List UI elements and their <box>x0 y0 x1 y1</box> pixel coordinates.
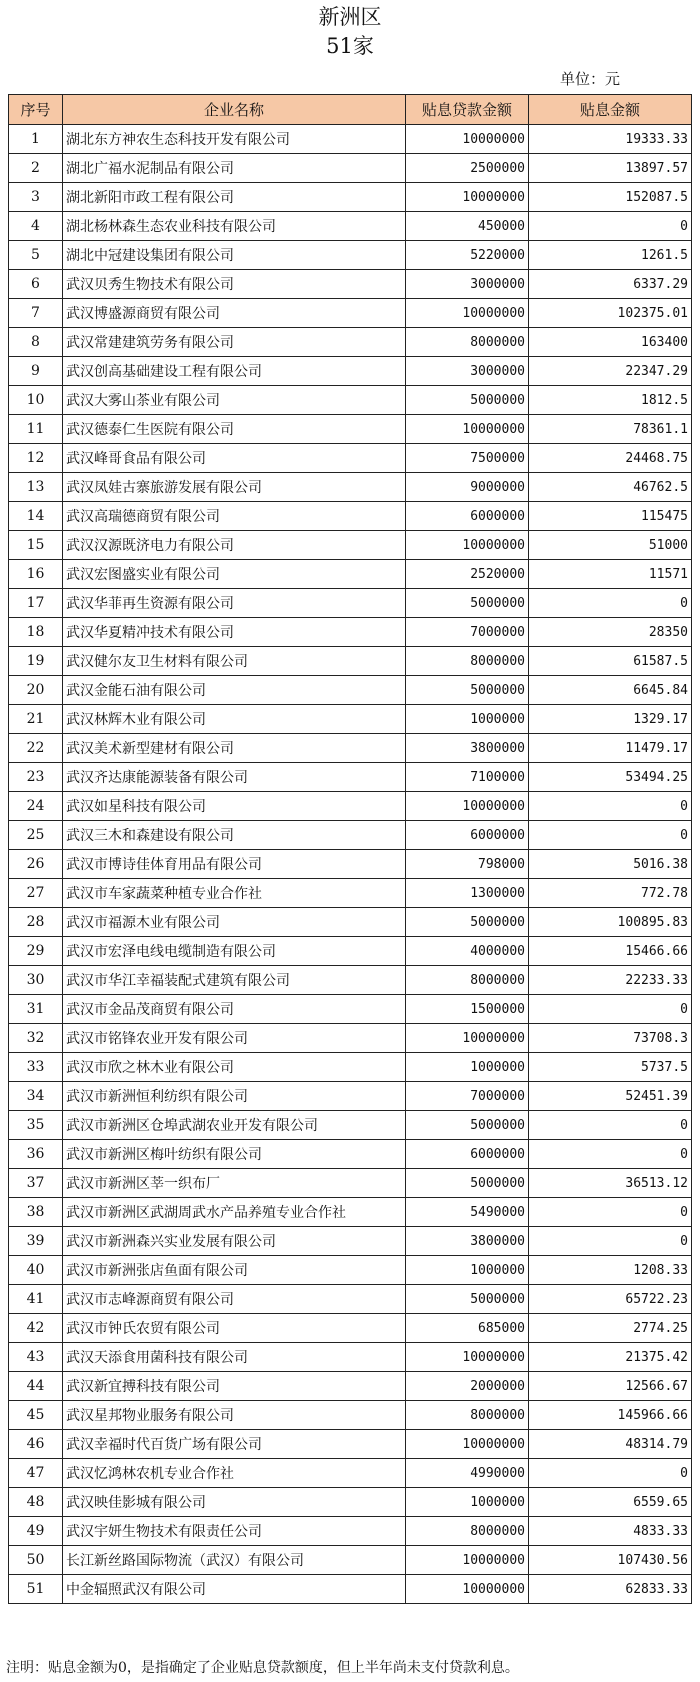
cell-subsidy-amount: 0 <box>529 1198 692 1227</box>
cell-loan-amount: 10000000 <box>406 1546 529 1575</box>
cell-index: 29 <box>9 937 63 966</box>
cell-index: 15 <box>9 531 63 560</box>
cell-subsidy-amount: 1208.33 <box>529 1256 692 1285</box>
cell-loan-amount: 7100000 <box>406 763 529 792</box>
cell-loan-amount: 10000000 <box>406 531 529 560</box>
cell-loan-amount: 10000000 <box>406 1430 529 1459</box>
cell-subsidy-amount: 28350 <box>529 618 692 647</box>
cell-subsidy-amount: 11479.17 <box>529 734 692 763</box>
table-row <box>9 154 692 183</box>
cell-index: 6 <box>9 270 63 299</box>
cell-index: 21 <box>9 705 63 734</box>
cell-company-name: 武汉市福源木业有限公司 <box>63 908 406 937</box>
cell-index: 27 <box>9 879 63 908</box>
table-row <box>9 763 692 792</box>
cell-loan-amount: 7000000 <box>406 618 529 647</box>
table-row <box>9 821 692 850</box>
cell-loan-amount: 6000000 <box>406 821 529 850</box>
cell-index: 32 <box>9 1024 63 1053</box>
cell-index: 4 <box>9 212 63 241</box>
cell-company-name: 武汉市新洲区莘一织布厂 <box>63 1169 406 1198</box>
cell-subsidy-amount: 152087.5 <box>529 183 692 212</box>
cell-subsidy-amount: 2774.25 <box>529 1314 692 1343</box>
cell-company-name: 湖北广福水泥制品有限公司 <box>63 154 406 183</box>
cell-index: 3 <box>9 183 63 212</box>
cell-subsidy-amount: 62833.33 <box>529 1575 692 1604</box>
cell-loan-amount: 1300000 <box>406 879 529 908</box>
table-row <box>9 1372 692 1401</box>
cell-subsidy-amount: 65722.23 <box>529 1285 692 1314</box>
cell-company-name: 武汉市新洲恒利纺织有限公司 <box>63 1082 406 1111</box>
cell-loan-amount: 7000000 <box>406 1082 529 1111</box>
table-row <box>9 473 692 502</box>
cell-index: 24 <box>9 792 63 821</box>
cell-subsidy-amount: 107430.56 <box>529 1546 692 1575</box>
table-row <box>9 386 692 415</box>
cell-subsidy-amount: 46762.5 <box>529 473 692 502</box>
cell-loan-amount: 5000000 <box>406 1169 529 1198</box>
cell-loan-amount: 2500000 <box>406 154 529 183</box>
cell-index: 31 <box>9 995 63 1024</box>
cell-subsidy-amount: 5737.5 <box>529 1053 692 1082</box>
cell-company-name: 武汉市铭锋农业开发有限公司 <box>63 1024 406 1053</box>
cell-index: 48 <box>9 1488 63 1517</box>
cell-company-name: 武汉市金品茂商贸有限公司 <box>63 995 406 1024</box>
cell-loan-amount: 450000 <box>406 212 529 241</box>
cell-subsidy-amount: 36513.12 <box>529 1169 692 1198</box>
cell-loan-amount: 5000000 <box>406 1111 529 1140</box>
table-row <box>9 1227 692 1256</box>
cell-subsidy-amount: 0 <box>529 1227 692 1256</box>
cell-loan-amount: 4990000 <box>406 1459 529 1488</box>
cell-subsidy-amount: 13897.57 <box>529 154 692 183</box>
cell-index: 28 <box>9 908 63 937</box>
cell-company-name: 武汉健尔友卫生材料有限公司 <box>63 647 406 676</box>
cell-company-name: 武汉贝秀生物技术有限公司 <box>63 270 406 299</box>
cell-company-name: 武汉市新洲区梅叶纺织有限公司 <box>63 1140 406 1169</box>
table-row <box>9 792 692 821</box>
table-row <box>9 1546 692 1575</box>
cell-subsidy-amount: 52451.39 <box>529 1082 692 1111</box>
table-row <box>9 1082 692 1111</box>
cell-subsidy-amount: 22347.29 <box>529 357 692 386</box>
table-row <box>9 1517 692 1546</box>
cell-company-name: 武汉天添食用菌科技有限公司 <box>63 1343 406 1372</box>
cell-index: 50 <box>9 1546 63 1575</box>
cell-index: 39 <box>9 1227 63 1256</box>
cell-index: 22 <box>9 734 63 763</box>
cell-index: 17 <box>9 589 63 618</box>
table-row <box>9 705 692 734</box>
header-company: 企业名称 <box>63 95 406 125</box>
cell-loan-amount: 1500000 <box>406 995 529 1024</box>
cell-loan-amount: 3800000 <box>406 734 529 763</box>
cell-subsidy-amount: 145966.66 <box>529 1401 692 1430</box>
cell-subsidy-amount: 163400 <box>529 328 692 357</box>
cell-company-name: 武汉市新洲区武湖周武水产品养殖专业合作社 <box>63 1198 406 1227</box>
cell-company-name: 武汉映佳影城有限公司 <box>63 1488 406 1517</box>
cell-loan-amount: 3800000 <box>406 1227 529 1256</box>
table-row <box>9 734 692 763</box>
cell-company-name: 武汉幸福时代百货广场有限公司 <box>63 1430 406 1459</box>
cell-subsidy-amount: 1329.17 <box>529 705 692 734</box>
cell-subsidy-amount: 6337.29 <box>529 270 692 299</box>
table-header-row <box>9 95 692 125</box>
cell-index: 10 <box>9 386 63 415</box>
cell-loan-amount: 8000000 <box>406 1401 529 1430</box>
cell-loan-amount: 5490000 <box>406 1198 529 1227</box>
cell-index: 14 <box>9 502 63 531</box>
cell-company-name: 武汉市新洲区仓埠武湖农业开发有限公司 <box>63 1111 406 1140</box>
table-row <box>9 444 692 473</box>
header-loan-amount: 贴息贷款金额 <box>406 95 529 125</box>
table-row <box>9 560 692 589</box>
cell-subsidy-amount: 1261.5 <box>529 241 692 270</box>
cell-index: 41 <box>9 1285 63 1314</box>
table-row <box>9 241 692 270</box>
cell-loan-amount: 8000000 <box>406 1517 529 1546</box>
cell-company-name: 武汉美术新型建材有限公司 <box>63 734 406 763</box>
cell-company-name: 武汉三木和森建设有限公司 <box>63 821 406 850</box>
cell-loan-amount: 8000000 <box>406 647 529 676</box>
cell-subsidy-amount: 21375.42 <box>529 1343 692 1372</box>
table-row <box>9 1140 692 1169</box>
cell-company-name: 武汉常建建筑劳务有限公司 <box>63 328 406 357</box>
cell-index: 30 <box>9 966 63 995</box>
cell-index: 47 <box>9 1459 63 1488</box>
cell-subsidy-amount: 61587.5 <box>529 647 692 676</box>
cell-company-name: 湖北新阳市政工程有限公司 <box>63 183 406 212</box>
table-row <box>9 589 692 618</box>
cell-loan-amount: 6000000 <box>406 1140 529 1169</box>
cell-company-name: 武汉新宜搏科技有限公司 <box>63 1372 406 1401</box>
cell-subsidy-amount: 115475 <box>529 502 692 531</box>
table-row <box>9 531 692 560</box>
cell-subsidy-amount: 102375.01 <box>529 299 692 328</box>
cell-company-name: 武汉德泰仁生医院有限公司 <box>63 415 406 444</box>
cell-subsidy-amount: 0 <box>529 1111 692 1140</box>
cell-company-name: 武汉汉源既济电力有限公司 <box>63 531 406 560</box>
unit-label: 单位：元 <box>560 70 621 88</box>
cell-index: 49 <box>9 1517 63 1546</box>
cell-subsidy-amount: 0 <box>529 995 692 1024</box>
cell-loan-amount: 798000 <box>406 850 529 879</box>
cell-subsidy-amount: 1812.5 <box>529 386 692 415</box>
cell-company-name: 武汉高瑞德商贸有限公司 <box>63 502 406 531</box>
table-row <box>9 618 692 647</box>
cell-index: 43 <box>9 1343 63 1372</box>
cell-loan-amount: 7500000 <box>406 444 529 473</box>
cell-company-name: 武汉市新洲张店鱼面有限公司 <box>63 1256 406 1285</box>
cell-company-name: 湖北中冠建设集团有限公司 <box>63 241 406 270</box>
cell-company-name: 武汉博盛源商贸有限公司 <box>63 299 406 328</box>
table-row <box>9 328 692 357</box>
cell-loan-amount: 5220000 <box>406 241 529 270</box>
cell-index: 13 <box>9 473 63 502</box>
table-row <box>9 125 692 154</box>
cell-subsidy-amount: 0 <box>529 1140 692 1169</box>
cell-company-name: 武汉宇妍生物技术有限责任公司 <box>63 1517 406 1546</box>
table-row <box>9 1169 692 1198</box>
cell-loan-amount: 1000000 <box>406 1488 529 1517</box>
cell-index: 11 <box>9 415 63 444</box>
cell-company-name: 武汉凤娃古寨旅游发展有限公司 <box>63 473 406 502</box>
cell-company-name: 武汉星邦物业服务有限公司 <box>63 1401 406 1430</box>
cell-subsidy-amount: 78361.1 <box>529 415 692 444</box>
cell-subsidy-amount: 51000 <box>529 531 692 560</box>
cell-index: 51 <box>9 1575 63 1604</box>
cell-loan-amount: 1000000 <box>406 705 529 734</box>
cell-company-name: 武汉市华江幸福装配式建筑有限公司 <box>63 966 406 995</box>
cell-subsidy-amount: 12566.67 <box>529 1372 692 1401</box>
cell-company-name: 武汉如星科技有限公司 <box>63 792 406 821</box>
table-row <box>9 1314 692 1343</box>
cell-company-name: 武汉市宏泽电线电缆制造有限公司 <box>63 937 406 966</box>
table-row <box>9 1198 692 1227</box>
page-title: 新洲区 <box>318 5 382 29</box>
cell-loan-amount: 3000000 <box>406 357 529 386</box>
cell-index: 12 <box>9 444 63 473</box>
cell-index: 5 <box>9 241 63 270</box>
cell-index: 35 <box>9 1111 63 1140</box>
cell-loan-amount: 10000000 <box>406 1024 529 1053</box>
table-row <box>9 937 692 966</box>
cell-loan-amount: 10000000 <box>406 792 529 821</box>
cell-company-name: 武汉华夏精冲技术有限公司 <box>63 618 406 647</box>
table-row <box>9 502 692 531</box>
cell-company-name: 长江新丝路国际物流（武汉）有限公司 <box>63 1546 406 1575</box>
table-row <box>9 879 692 908</box>
cell-subsidy-amount: 53494.25 <box>529 763 692 792</box>
cell-index: 7 <box>9 299 63 328</box>
cell-subsidy-amount: 772.78 <box>529 879 692 908</box>
table-row <box>9 212 692 241</box>
cell-index: 34 <box>9 1082 63 1111</box>
cell-index: 45 <box>9 1401 63 1430</box>
cell-company-name: 武汉市车家蔬菜种植专业合作社 <box>63 879 406 908</box>
cell-subsidy-amount: 73708.3 <box>529 1024 692 1053</box>
cell-index: 20 <box>9 676 63 705</box>
table-row <box>9 995 692 1024</box>
table-row <box>9 270 692 299</box>
cell-company-name: 武汉大雾山茶业有限公司 <box>63 386 406 415</box>
table-row <box>9 850 692 879</box>
cell-subsidy-amount: 19333.33 <box>529 125 692 154</box>
cell-loan-amount: 2000000 <box>406 1372 529 1401</box>
cell-index: 8 <box>9 328 63 357</box>
cell-loan-amount: 5000000 <box>406 386 529 415</box>
cell-loan-amount: 1000000 <box>406 1053 529 1082</box>
cell-index: 37 <box>9 1169 63 1198</box>
cell-loan-amount: 10000000 <box>406 1343 529 1372</box>
cell-index: 23 <box>9 763 63 792</box>
cell-company-name: 武汉市志峰源商贸有限公司 <box>63 1285 406 1314</box>
cell-company-name: 中金辐照武汉有限公司 <box>63 1575 406 1604</box>
cell-loan-amount: 5000000 <box>406 589 529 618</box>
cell-company-name: 湖北东方神农生态科技开发有限公司 <box>63 125 406 154</box>
table-row <box>9 676 692 705</box>
cell-subsidy-amount: 11571 <box>529 560 692 589</box>
cell-loan-amount: 10000000 <box>406 125 529 154</box>
table-row <box>9 1459 692 1488</box>
cell-subsidy-amount: 4833.33 <box>529 1517 692 1546</box>
cell-company-name: 武汉市新洲森兴实业发展有限公司 <box>63 1227 406 1256</box>
cell-company-name: 武汉市欣之林木业有限公司 <box>63 1053 406 1082</box>
cell-index: 40 <box>9 1256 63 1285</box>
table-row <box>9 908 692 937</box>
cell-index: 16 <box>9 560 63 589</box>
table-row <box>9 1401 692 1430</box>
cell-index: 36 <box>9 1140 63 1169</box>
cell-subsidy-amount: 6559.65 <box>529 1488 692 1517</box>
cell-loan-amount: 1000000 <box>406 1256 529 1285</box>
header-index: 序号 <box>9 95 63 125</box>
cell-index: 38 <box>9 1198 63 1227</box>
cell-loan-amount: 5000000 <box>406 1285 529 1314</box>
table-row <box>9 357 692 386</box>
subsidy-table <box>8 94 692 1604</box>
header-subsidy-amount: 贴息金额 <box>529 95 692 125</box>
cell-company-name: 武汉峰哥食品有限公司 <box>63 444 406 473</box>
cell-subsidy-amount: 0 <box>529 821 692 850</box>
cell-loan-amount: 685000 <box>406 1314 529 1343</box>
cell-subsidy-amount: 100895.83 <box>529 908 692 937</box>
cell-loan-amount: 8000000 <box>406 328 529 357</box>
table-row <box>9 1256 692 1285</box>
table-row <box>9 647 692 676</box>
cell-loan-amount: 2520000 <box>406 560 529 589</box>
cell-loan-amount: 10000000 <box>406 299 529 328</box>
footnote: 注明：贴息金额为0，是指确定了企业贴息贷款额度，但上半年尚未支付贷款利息。 <box>6 1660 519 1676</box>
table-row <box>9 1285 692 1314</box>
cell-loan-amount: 5000000 <box>406 908 529 937</box>
cell-company-name: 武汉创高基础建设工程有限公司 <box>63 357 406 386</box>
cell-loan-amount: 5000000 <box>406 676 529 705</box>
cell-subsidy-amount: 0 <box>529 792 692 821</box>
table-row <box>9 1488 692 1517</box>
cell-loan-amount: 8000000 <box>406 966 529 995</box>
cell-index: 18 <box>9 618 63 647</box>
table-row <box>9 1053 692 1082</box>
cell-company-name: 武汉林辉木业有限公司 <box>63 705 406 734</box>
cell-index: 2 <box>9 154 63 183</box>
cell-company-name: 武汉市钟氏农贸有限公司 <box>63 1314 406 1343</box>
table-row <box>9 415 692 444</box>
cell-company-name: 武汉忆鸿林农机专业合作社 <box>63 1459 406 1488</box>
cell-loan-amount: 10000000 <box>406 183 529 212</box>
cell-subsidy-amount: 22233.33 <box>529 966 692 995</box>
cell-index: 26 <box>9 850 63 879</box>
cell-company-name: 武汉齐达康能源装备有限公司 <box>63 763 406 792</box>
table-row <box>9 1343 692 1372</box>
cell-company-name: 武汉华菲再生资源有限公司 <box>63 589 406 618</box>
cell-index: 46 <box>9 1430 63 1459</box>
table-row <box>9 1575 692 1604</box>
cell-index: 9 <box>9 357 63 386</box>
cell-index: 1 <box>9 125 63 154</box>
cell-index: 19 <box>9 647 63 676</box>
cell-company-name: 武汉市博诗佳体育用品有限公司 <box>63 850 406 879</box>
cell-subsidy-amount: 6645.84 <box>529 676 692 705</box>
cell-subsidy-amount: 5016.38 <box>529 850 692 879</box>
table-row <box>9 183 692 212</box>
cell-subsidy-amount: 0 <box>529 589 692 618</box>
cell-index: 25 <box>9 821 63 850</box>
cell-loan-amount: 10000000 <box>406 415 529 444</box>
cell-subsidy-amount: 48314.79 <box>529 1430 692 1459</box>
cell-subsidy-amount: 0 <box>529 212 692 241</box>
cell-index: 44 <box>9 1372 63 1401</box>
cell-index: 42 <box>9 1314 63 1343</box>
cell-subsidy-amount: 0 <box>529 1459 692 1488</box>
company-count: 51家 <box>326 34 374 58</box>
cell-subsidy-amount: 15466.66 <box>529 937 692 966</box>
cell-loan-amount: 4000000 <box>406 937 529 966</box>
table-row <box>9 1024 692 1053</box>
cell-subsidy-amount: 24468.75 <box>529 444 692 473</box>
cell-index: 33 <box>9 1053 63 1082</box>
cell-company-name: 武汉宏图盛实业有限公司 <box>63 560 406 589</box>
cell-loan-amount: 10000000 <box>406 1575 529 1604</box>
cell-loan-amount: 9000000 <box>406 473 529 502</box>
cell-company-name: 湖北杨林森生态农业科技有限公司 <box>63 212 406 241</box>
cell-loan-amount: 6000000 <box>406 502 529 531</box>
table-row <box>9 966 692 995</box>
cell-company-name: 武汉金能石油有限公司 <box>63 676 406 705</box>
cell-loan-amount: 3000000 <box>406 270 529 299</box>
table-row <box>9 1111 692 1140</box>
table-row <box>9 1430 692 1459</box>
table-body <box>9 125 692 1604</box>
table-row <box>9 299 692 328</box>
